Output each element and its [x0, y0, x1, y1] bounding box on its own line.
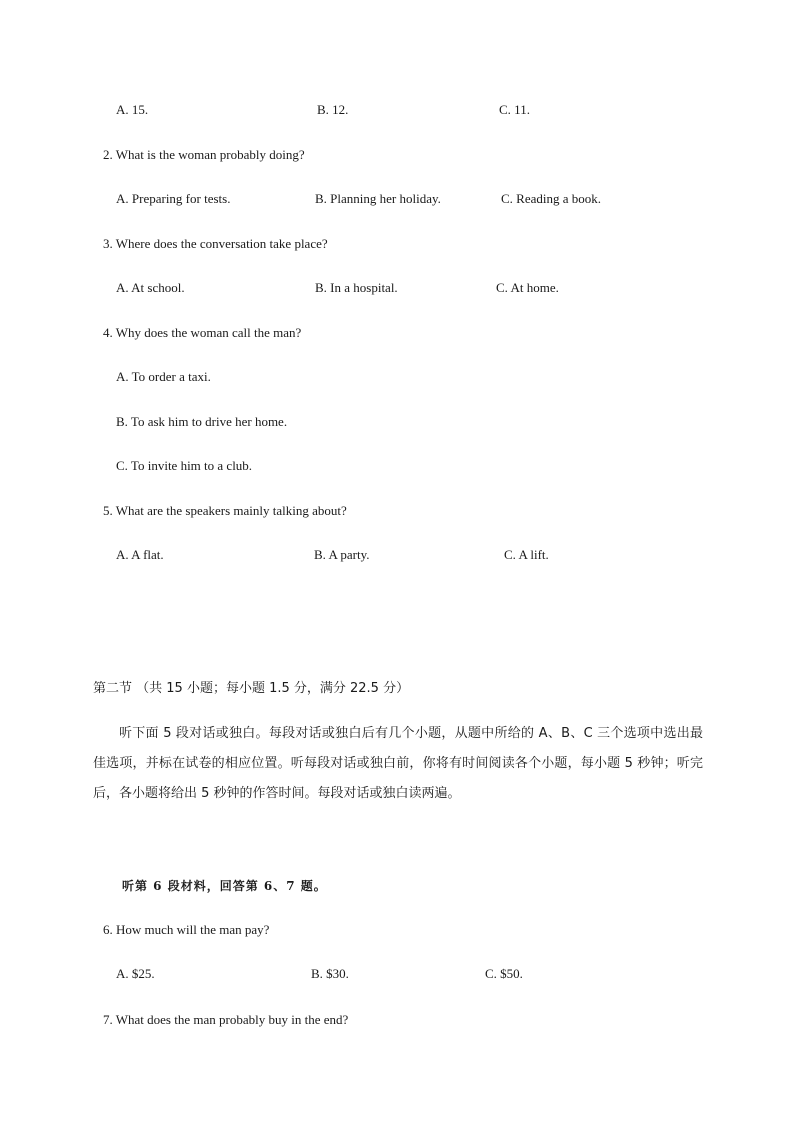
material-note: 听第 6 段材料，回答第 6、7 题。: [122, 879, 327, 893]
q7-stem: 7. What does the man probably buy in the end?: [103, 1012, 349, 1027]
q5-stem: 5. What are the speakers mainly talking about?: [103, 503, 347, 518]
q4-option-a: A. To order a taxi.: [116, 369, 211, 384]
q1-option-c: C. 11.: [499, 102, 530, 117]
q6-option-b: B. $30.: [311, 966, 349, 981]
q5-option-b: B. A party.: [314, 547, 370, 562]
q2-option-c: C. Reading a book.: [501, 191, 602, 206]
q1-option-a: A. 15.: [116, 102, 149, 117]
q4-option-c: C. To invite him to a club.: [116, 458, 253, 473]
q2-option-a: A. Preparing for tests.: [116, 191, 231, 206]
q2-option-b: B. Planning her holiday.: [315, 191, 441, 206]
section-heading: 第二节 （共 15 小题；每小题 1.5 分，满分 22.5 分）: [93, 681, 410, 696]
q3-option-a: A. At school.: [116, 280, 185, 295]
q1-option-b: B. 12.: [317, 102, 349, 117]
q3-option-b: B. In a hospital.: [315, 280, 398, 295]
q3-stem: 3. Where does the conversation take place?: [103, 236, 328, 251]
q2-stem: 2. What is the woman probably doing?: [103, 147, 305, 162]
q6-option-a: A. $25.: [116, 966, 155, 981]
q6-option-c: C. $50.: [485, 966, 523, 981]
q4-stem: 4. Why does the woman call the man?: [103, 325, 302, 340]
section-instructions: 听下面 5 段对话或独白。每段对话或独白后有几个小题，从题中所给的 A、B、C 三个选项中选出最佳选项，并标在试卷的相应位置。听每段对话或独白前，你将有时间阅读各个小题，每小题 5 秒钟；听完后，各小题将给出 5 秒钟的作答时间。每段对话或独白读两遍。: [93, 726, 703, 801]
q3-option-c: C. At home.: [496, 280, 559, 295]
q4-option-b: B. To ask him to drive her home.: [116, 414, 288, 429]
q6-stem: 6. How much will the man pay?: [103, 922, 270, 937]
q5-option-c: C. A lift.: [504, 547, 549, 562]
q5-option-a: A. A flat.: [116, 547, 164, 562]
